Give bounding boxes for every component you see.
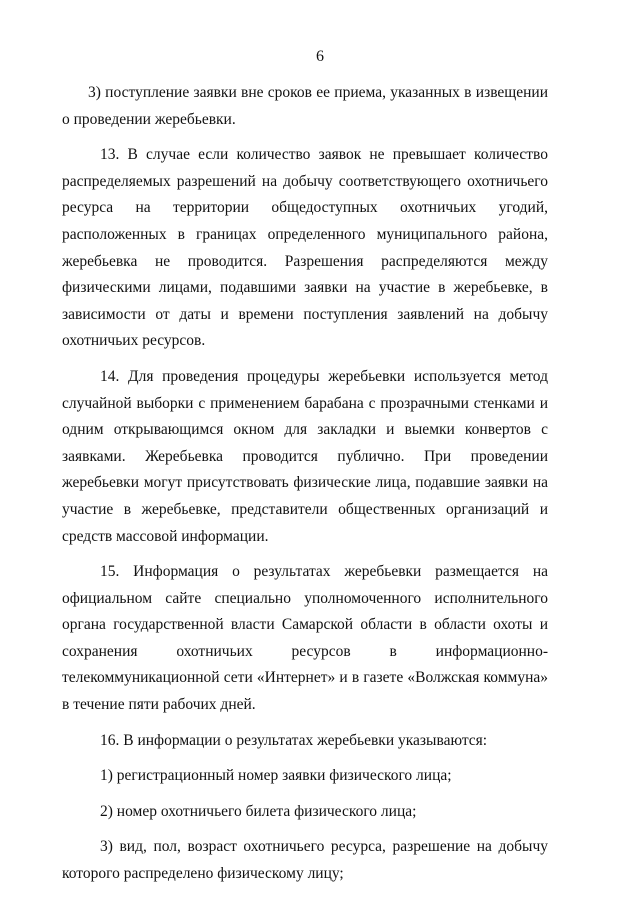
page-number: 6 bbox=[316, 48, 324, 65]
list-item-hunting-license: 2) номер охотничьего билета физического лица; bbox=[100, 802, 417, 820]
list-item-registration-number: 1) регистрационный номер заявки физического лица; bbox=[100, 767, 452, 785]
document-body bbox=[62, 80, 548, 888]
paragraph-item-3-deadline: 3) поступление заявки вне сроков ее приема, указанных в извещении о проведении жеребьевки. bbox=[62, 84, 548, 128]
paragraph-16: 16. В информации о результатах жеребьевки указываются: bbox=[100, 731, 488, 749]
list-item-resource-details: 3) вид, пол, возраст охотничьего ресурса, разрешение на добычу которого распределено физическому лицу; bbox=[62, 838, 548, 883]
paragraph-14: 14. Для проведения процедуры жеребьевки используется метод случайной выборки с применением барабана с прозрачными стенками и одним открывающимся окном для закладки и выемки конвертов с заявками. Жеребьевка проводится публично. При проведении жеребьевки могут присутствовать физические лица, подавшие заявки на участие в жеребьевке, представители общественных организаций и средств массовой информации. bbox=[62, 367, 548, 545]
paragraph-15: 15. Информация о результатах жеребьевки размещается на официальном сайте специально уполномоченного исполнительного органа государственной власти Самарской области в области охоты и сохранения охотничьих ресурсов в информационно-телекоммуникационной сети «Интернет» и в газете «Волжская коммуна» в течение пяти рабочих дней. bbox=[62, 563, 548, 714]
paragraph-13: 13. В случае если количество заявок не превышает количество распределяемых разрешений на добычу соответствующего охотничьего ресурса на территории общедоступных охотничьих угодий, расположенных в границах определенного муниципального района, жеребьевка не проводится. Разрешения распределяются между физическими лицами, подавшими заявки на участие в жеребьевке, в зависимости от даты и времени поступления заявлений на добычу охотничьих ресурсов. bbox=[62, 146, 548, 350]
